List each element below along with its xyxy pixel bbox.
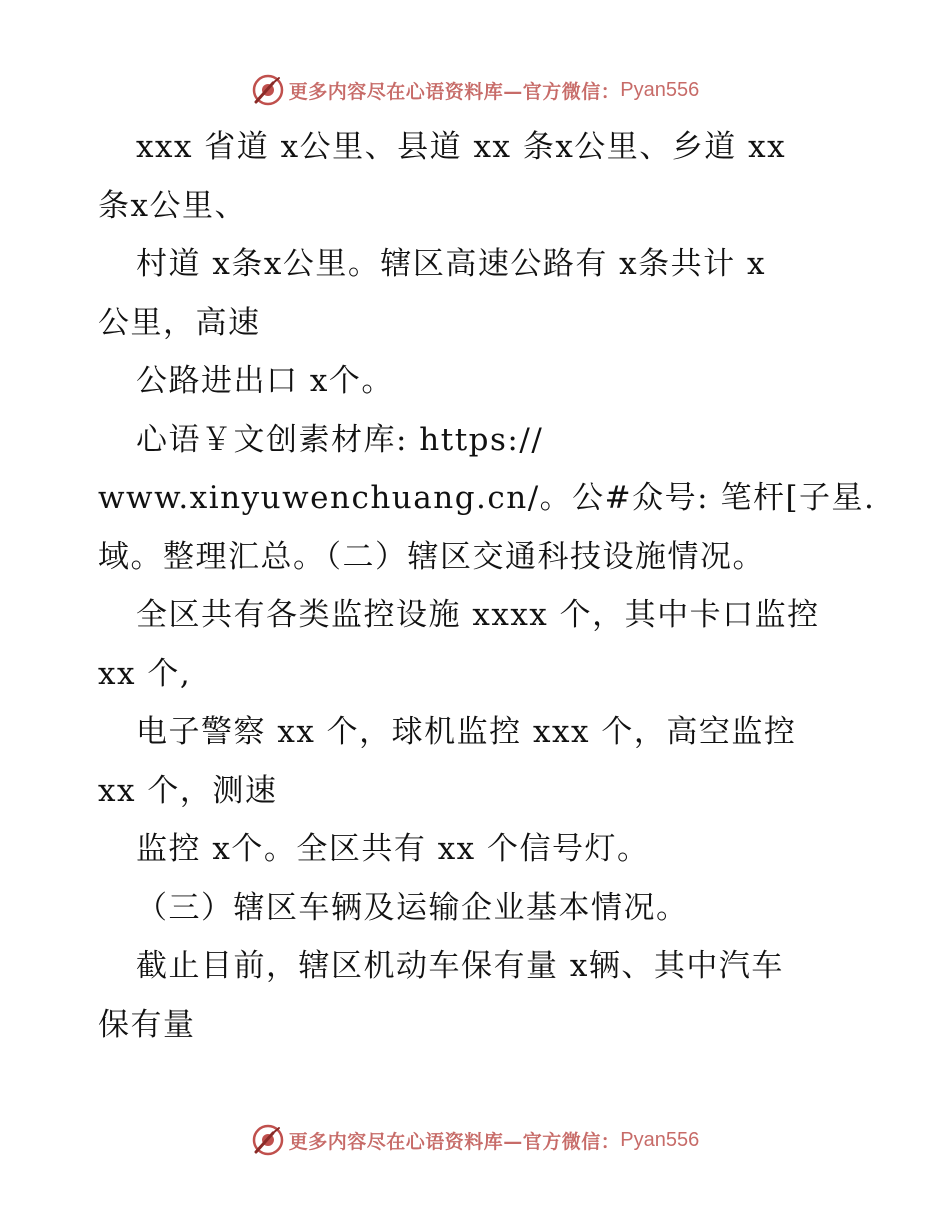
- logo-icon: [251, 1123, 285, 1157]
- watermark-wechat-id: Pyan556: [620, 78, 700, 101]
- text-line: 监控 x个。全区共有 xx 个信号灯。: [136, 831, 650, 867]
- text-line: www.xinyuwenchuang.cn/。公#众号: 笔杆[子星.: [98, 480, 876, 516]
- text-line: （三）辖区车辆及运输企业基本情况。: [136, 889, 689, 926]
- footer-watermark: [0, 1120, 950, 1160]
- text-line: xx 个，测速: [98, 772, 278, 809]
- text-line: xx 个,: [98, 655, 192, 692]
- watermark-text: 更多内容尽在心语资料库—官方微信：: [288, 80, 621, 103]
- text-line: 保有量: [98, 1006, 196, 1043]
- text-line: 域。整理汇总。（二）辖区交通科技设施情况。: [98, 538, 765, 575]
- document-body: [98, 125, 876, 1061]
- text-line: 截止目前，辖区机动车保有量 x辆、其中汽车: [136, 948, 784, 984]
- text-line: 公路进出口 x个。: [136, 363, 394, 399]
- text-line: 村道 x条x公里。辖区高速公路有 x条共计 x: [136, 246, 766, 282]
- text-line: xxx 省道 x公里、县道 xx 条x公里、乡道 xx: [136, 129, 787, 165]
- text-line: 电子警察 xx 个，球机监控 xxx 个，高空监控: [136, 714, 797, 750]
- watermark-wechat-id: Pyan556: [620, 1128, 700, 1151]
- logo-icon: [251, 73, 285, 107]
- text-line: 全区共有各类监控设施 xxxx 个，其中卡口监控: [136, 597, 820, 633]
- text-line: 条x公里、: [98, 187, 247, 224]
- watermark-text: 更多内容尽在心语资料库—官方微信：: [288, 1130, 621, 1153]
- text-line: 公里，高速: [98, 304, 261, 341]
- text-line: 心语￥文创素材库: https://: [136, 421, 544, 458]
- header-watermark: [0, 70, 950, 110]
